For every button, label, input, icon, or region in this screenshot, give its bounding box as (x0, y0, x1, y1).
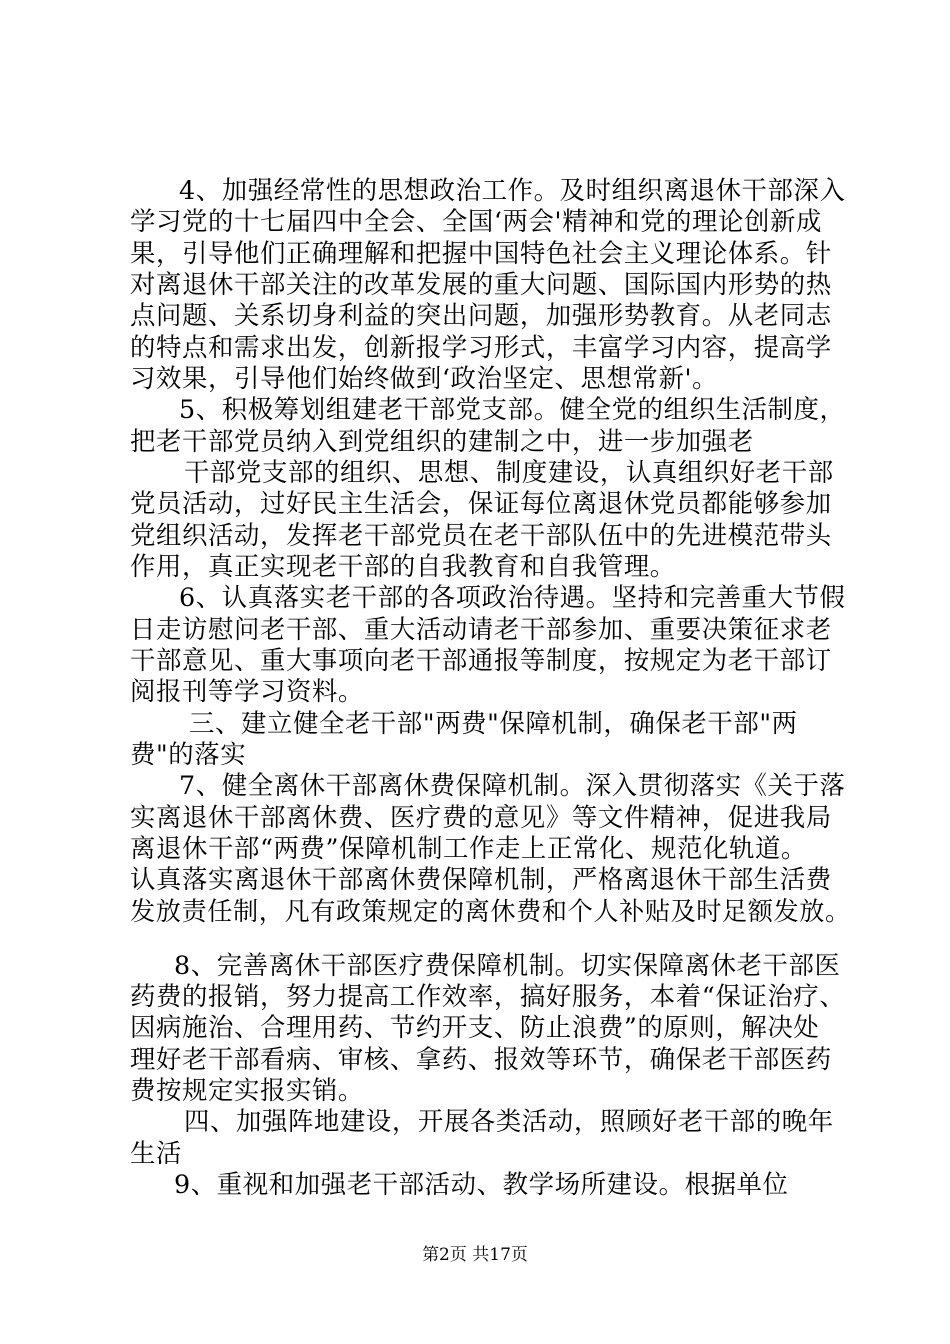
paragraph-7-line-4: 认真落实离退休干部离休费保障机制，严格离退休干部生活费 (130, 864, 832, 894)
paragraph-6-line-3: 干部意见、重大事项向老干部通报等制度，按规定为老干部订 (130, 645, 832, 675)
paragraph-7-line-2: 实离退休干部离休费、医疗费的意见》等文件精神，促进我局 (130, 802, 832, 832)
section-4-heading-line-2: 生活 (130, 1138, 182, 1168)
paragraph-5-line-6: 作用，真正实现老干部的自我教育和自我管理。 (130, 551, 676, 581)
paragraph-4-line-7: 习效果，引导他们始终做到‘政治坚定、思想常新'。 (130, 363, 719, 393)
paragraph-7-line-1: 7、健全离休干部离休费保障机制。深入贯彻落实《关于落 (179, 770, 846, 800)
paragraph-4-line-1: 4、加强经常性的思想政治工作。及时组织离退休干部深入 (179, 175, 846, 205)
paragraph-5-line-2: 把老干部党员纳入到党组织的建制之中，进一步加强老 (130, 426, 754, 456)
paragraph-4-line-2: 学习党的十七届四中全会、全国‘两会'精神和党的理论创新成 (130, 206, 823, 236)
paragraph-5-line-1: 5、积极筹划组建老干部党支部。健全党的组织生活制度， (179, 394, 846, 424)
paragraph-6-line-1: 6、认真落实老干部的各项政治待遇。坚持和完善重大节假 (179, 582, 846, 612)
paragraph-4-line-3: 果，引导他们正确理解和把握中国特色社会主义理论体系。针 (130, 238, 832, 268)
paragraph-4-line-5: 点问题、关系切身利益的突出问题，加强形势教育。从老同志 (130, 300, 832, 330)
paragraph-5-line-4: 党员活动，过好民主生活会，保证每位离退休党员都能够参加 (130, 488, 832, 518)
paragraph-5-line-5: 党组织活动，发挥老干部党员在老干部队伍中的先进模范带头 (130, 520, 832, 550)
paragraph-8-line-5: 费按规定实报实销。 (130, 1075, 364, 1105)
paragraph-7-line-3: 离退休干部“两费”保障机制工作走上正常化、规范化轨道。 (130, 833, 807, 863)
paragraph-6-line-2: 日走访慰问老干部、重大活动请老干部参加、重要决策征求老 (130, 614, 832, 644)
paragraph-8-line-1: 8、完善离休干部医疗费保障机制。切实保障离休老干部医 (174, 950, 841, 980)
paragraph-8-line-3: 因病施治、合理用药、节约开支、防止浪费”的原则，解决处 (130, 1012, 820, 1042)
section-3-heading-line-2: 费"的落实 (130, 739, 247, 769)
paragraph-8-line-4: 理好老干部看病、审核、拿药、报效等环节，确保老干部医药 (130, 1044, 832, 1074)
page-footer: 第2页 共17页 (422, 1245, 528, 1265)
paragraph-4-line-6: 的特点和需求出发，创新报学习形式，丰富学习内容，提高学 (130, 332, 832, 362)
paragraph-7-line-5: 发放责任制，凡有政策规定的离休费和个人补贴及时足额发放。 (130, 896, 851, 926)
paragraph-5-line-3: 干部党支部的组织、思想、制度建设，认真组织好老干部 (184, 457, 834, 487)
section-4-heading-line-1: 四、加强阵地建设，开展各类活动，照顾好老干部的晚年 (184, 1106, 834, 1136)
paragraph-6-line-4: 阅报刊等学习资料。 (130, 676, 364, 706)
section-3-heading-line-1: 三、建立健全老干部"两费"保障机制，确保老干部"两 (189, 708, 798, 738)
paragraph-9-line-1: 9、重视和加强老干部活动、教学场所建设。根据单位 (174, 1169, 789, 1199)
paragraph-4-line-4: 对离退休干部关注的改革发展的重大问题、国际国内形势的热 (130, 269, 832, 299)
paragraph-8-line-2: 药费的报销，努力提高工作效率，搞好服务，本着“保证治疗、 (130, 981, 846, 1011)
